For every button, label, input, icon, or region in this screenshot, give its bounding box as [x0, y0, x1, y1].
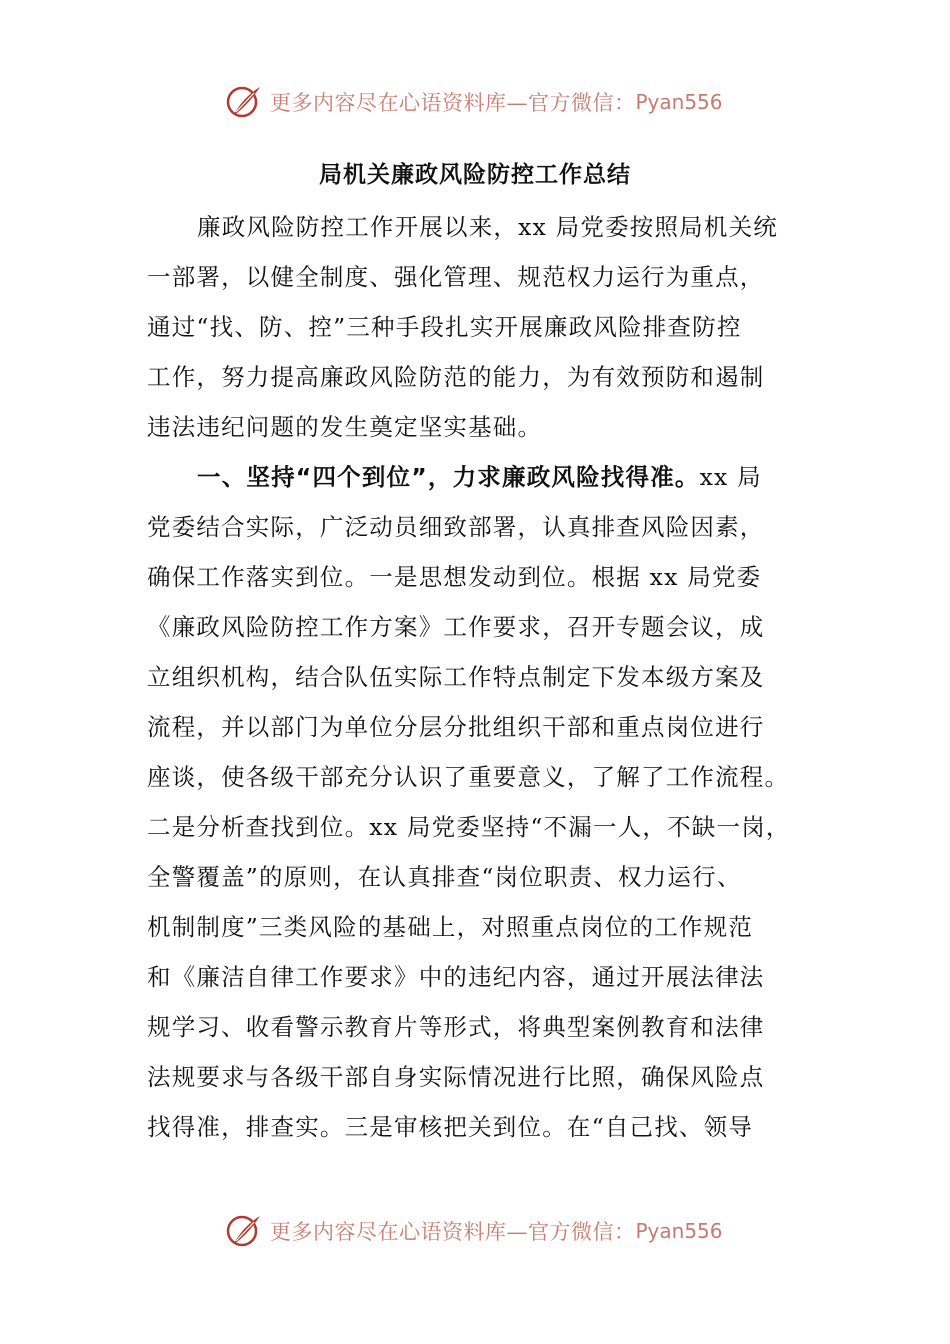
paragraph-line: 一部署，以健全制度、强化管理、规范权力运行为重点，: [147, 263, 765, 291]
paragraph-line: 廉政风险防控工作开展以来，xx 局党委按照局机关统: [197, 213, 778, 241]
paragraph-line: 机制制度”三类风险的基础上，对照重点岗位的工作规范: [147, 913, 754, 941]
paragraph-line: 通过“找、防、控”三种手段扎实开展廉政风险排查防控: [147, 313, 742, 341]
paragraph-line: 工作，努力提高廉政风险防范的能力，为有效预防和遏制: [147, 363, 765, 391]
section-first-line: [147, 452, 807, 502]
banner-brand: Pyan556: [635, 1219, 723, 1243]
banner-brand: Pyan556: [635, 90, 723, 114]
header-watermark-banner: [224, 82, 784, 122]
paragraph-line: 立组织机构，结合队伍实际工作特点制定下发本级方案及: [147, 663, 765, 691]
footer-watermark-banner: [224, 1211, 784, 1251]
document-title: 局机关廉政风险防控工作总结: [319, 162, 631, 188]
paragraph-line: 规学习、收看警示教育片等形式，将典型案例教育和法律: [147, 1013, 765, 1041]
section-heading-continuation: xx 局: [699, 463, 762, 491]
paragraph-line: 全警覆盖”的原则，在认真排查“岗位职责、权力运行、: [147, 863, 742, 891]
paragraph-line: 违法违纪问题的发生奠定坚实基础。: [147, 413, 543, 441]
paragraph-line: 座谈，使各级干部充分认识了重要意义，了解了工作流程。: [147, 763, 790, 791]
banner-text: 更多内容尽在心语资料库—官方微信：: [270, 91, 636, 115]
paragraph-line: 《廉政风险防控工作方案》工作要求，召开专题会议，成: [147, 613, 765, 641]
paragraph-line: 二是分析查找到位。xx 局党委坚持“不漏一人，不缺一岗，: [147, 813, 791, 841]
paragraph-line: 党委结合实际，广泛动员细致部署，认真排查风险因素，: [147, 513, 765, 541]
paragraph-line: 流程，并以部门为单位分层分批组织干部和重点岗位进行: [147, 713, 765, 741]
paragraph-line: 法规要求与各级干部自身实际情况进行比照，确保风险点: [147, 1063, 765, 1091]
document-body: [147, 202, 807, 1152]
feather-pen-logo-icon: [224, 1211, 264, 1251]
feather-pen-logo-icon: [224, 82, 264, 122]
banner-text: 更多内容尽在心语资料库—官方微信：: [270, 1220, 636, 1244]
paragraph-line: 确保工作落实到位。一是思想发动到位。根据 xx 局党委: [147, 563, 762, 591]
paragraph-line: 和《廉洁自律工作要求》中的违纪内容，通过开展法律法: [147, 963, 765, 991]
section-heading: 一、坚持“四个到位”，力求廉政风险找得准。: [197, 463, 700, 491]
paragraph-line: 找得准，排查实。三是审核把关到位。在“自己找、领导: [147, 1113, 754, 1141]
